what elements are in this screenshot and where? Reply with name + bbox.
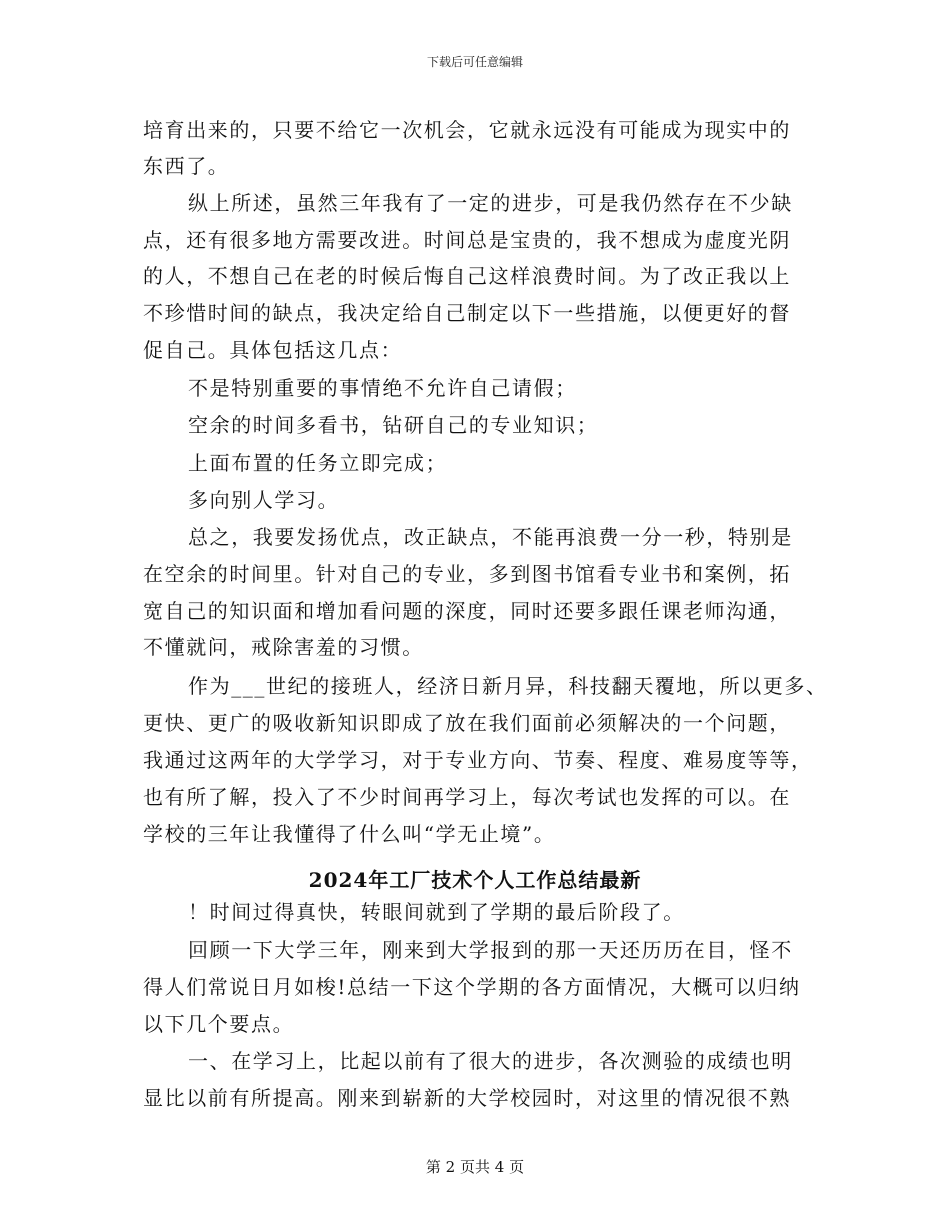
body-line: 点，还有很多地方需要改进。时间总是宝贵的，我不想成为虚度光阴 <box>143 228 791 252</box>
body-line: 更快、更广的吸收新知识即成了放在我们面前必须解决的一个问题， <box>143 711 791 735</box>
body-line: 的人，不想自己在老的时候后悔自己这样浪费时间。为了改正我以上 <box>143 264 791 288</box>
list-item: 多向别人学习。 <box>188 488 340 512</box>
body-line: ！时间过得真快，转眼间就到了学期的最后阶段了。 <box>188 900 685 924</box>
body-line: 也有所了解，投入了不少时间再学习上，每次考试也发挥的可以。在 <box>143 785 791 809</box>
body-line: 总之，我要发扬优点，改正缺点，不能再浪费一分一秒，特别是 <box>188 525 793 549</box>
body-line: 得人们常说日月如梭!总结一下这个学期的各方面情况，大概可以归纳 <box>143 975 801 999</box>
body-line: 东西了。 <box>143 154 230 178</box>
body-line: 纵上所述，虽然三年我有了一定的进步，可是我仍然存在不少缺 <box>188 191 793 215</box>
body-line: 显比以前有所提高。刚来到崭新的大学校园时，对这里的情况很不熟 <box>143 1086 791 1110</box>
body-line: 不懂就问，戒除害羞的习惯。 <box>143 635 424 659</box>
body-line: 促自己。具体包括这几点： <box>143 338 403 362</box>
section-title: 2024年工厂技术个人工作总结最新 <box>308 868 642 892</box>
body-line: 在空余的时间里。针对自己的专业，多到图书馆看专业书和案例，拓 <box>143 562 791 586</box>
body-line: 回顾一下大学三年，刚来到大学报到的那一天还历历在目，怪不 <box>188 938 793 962</box>
body-line: 一、在学习上，比起以前有了很大的进步，各次测验的成绩也明 <box>188 1049 793 1073</box>
list-item: 空余的时间多看书，钻研自己的专业知识； <box>188 413 599 437</box>
body-line: 宽自己的知识面和增加看问题的深度，同时还要多跟任课老师沟通， <box>143 599 791 623</box>
list-item: 不是特别重要的事情绝不允许自己请假； <box>188 376 577 400</box>
body-line: 以下几个要点。 <box>143 1012 295 1036</box>
body-line: 不珍惜时间的缺点，我决定给自己制定以下一些措施，以便更好的督 <box>143 301 791 325</box>
body-line: 学校的三年让我懂得了什么叫“学无止境”。 <box>143 822 556 846</box>
body-line: 我通过这两年的大学学习，对于专业方向、节奏、程度、难易度等等， <box>143 748 813 772</box>
page-number: 第 2 页共 4 页 <box>425 1158 525 1176</box>
page-header: 下载后可任意编辑 <box>426 55 523 69</box>
body-line: 作为___世纪的接班人，经济日新月异，科技翻天覆地，所以更多、 <box>188 674 828 698</box>
body-line: 培育出来的，只要不给它一次机会，它就永远没有可能成为现实中的 <box>143 118 791 142</box>
list-item: 上面布置的任务立即完成； <box>188 451 448 475</box>
